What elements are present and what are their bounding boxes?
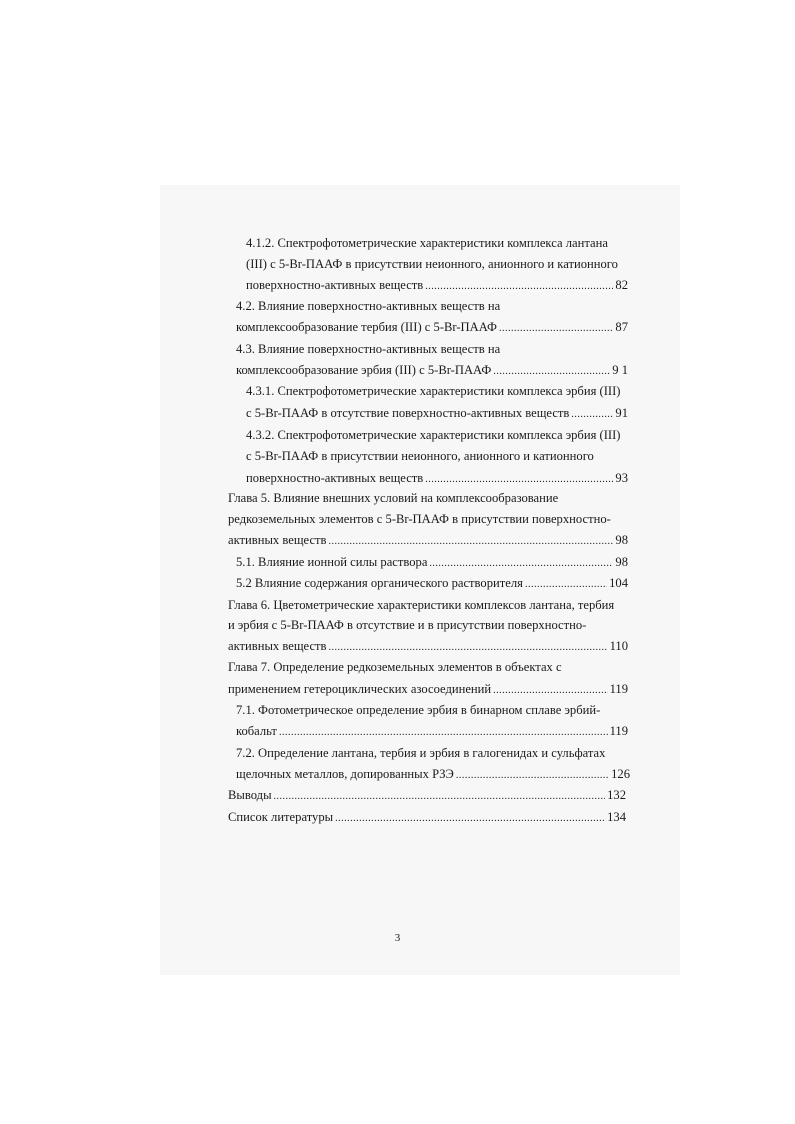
- leader-dots: [274, 786, 606, 808]
- toc-line: [236, 742, 628, 764]
- toc-page-number: 119: [609, 724, 628, 738]
- toc-line[interactable]: [228, 678, 628, 700]
- toc-line: [228, 614, 628, 636]
- toc-page-number: 98: [615, 555, 628, 569]
- toc-line[interactable]: [246, 274, 628, 296]
- toc-page-number: 132: [607, 788, 626, 802]
- toc-entry-text: 4.3.1. Спектрофотометрические характеристики комплекса эрбия (III): [246, 384, 621, 398]
- toc-entry-text: поверхностно-активных веществ: [246, 471, 424, 485]
- toc-line: [246, 445, 636, 467]
- toc-line: [246, 232, 636, 254]
- toc-entry-text: Выводы: [228, 788, 272, 802]
- toc-entry-text: 5.2 Влияние содержания органического растворителя: [236, 576, 523, 590]
- toc-page-number: 93: [615, 471, 628, 485]
- toc-line: [228, 594, 628, 616]
- toc-page-number: 110: [609, 639, 628, 653]
- toc-page-number: 82: [615, 278, 628, 292]
- toc-line[interactable]: [236, 359, 628, 381]
- toc-line[interactable]: [228, 784, 626, 806]
- toc-entry-text: щелочных металлов, допированных РЗЭ: [236, 767, 454, 781]
- toc-entry-text: 5.1. Влияние ионной силы раствора: [236, 555, 428, 569]
- toc-line[interactable]: [228, 529, 628, 551]
- toc-entry-text: Глава 5. Влияние внешних условий на комплексообразование: [228, 491, 559, 505]
- toc-line[interactable]: [236, 720, 628, 742]
- leader-dots: [525, 574, 607, 596]
- toc-page-number: 119: [609, 682, 628, 696]
- toc-line: [236, 699, 628, 721]
- toc-page-number: 87: [615, 320, 628, 334]
- toc-page-number: 134: [607, 810, 626, 824]
- toc-entry-text: редкоземельных элементов с 5-Br-ПААФ в присутствии поверхностно-: [228, 512, 611, 526]
- toc-line[interactable]: [236, 316, 628, 338]
- toc-entry-text: 7.1. Фотометрическое определение эрбия в бинарном сплаве эрбий-: [236, 703, 601, 717]
- toc-entry-text: поверхностно-активных веществ: [246, 278, 424, 292]
- toc-page-number: 98: [615, 533, 628, 547]
- toc-line[interactable]: [246, 402, 628, 424]
- toc-entry-text: Глава 7. Определение редкоземельных элементов в объектах с: [228, 660, 562, 674]
- toc-entry-text: активных веществ: [228, 533, 327, 547]
- toc-entry-text: с 5-Br-ПААФ в отсутствие поверхностно-активных веществ: [246, 406, 570, 420]
- toc-page-number: 91: [615, 406, 628, 420]
- toc-line[interactable]: [236, 572, 628, 594]
- toc-entry-text: применением гетероциклических азосоединений: [228, 682, 492, 696]
- toc-entry-text: Список литературы: [228, 810, 334, 824]
- toc-entry-text: и эрбия с 5-Br-ПААФ в отсутствие и в присутствии поверхностно-: [228, 618, 587, 632]
- toc-line: [236, 338, 596, 360]
- leader-dots: [335, 808, 605, 830]
- toc-entry-text: комплексообразование эрбия (III) с 5-Br-ПААФ: [236, 363, 492, 377]
- leader-dots: [279, 722, 608, 744]
- toc-page-number: 9 1: [612, 363, 628, 377]
- toc-entry-text: комплексообразование тербия (III) с 5-Br-ПААФ: [236, 320, 497, 334]
- toc-entry-text: 4.3. Влияние поверхностно-активных веществ на: [236, 342, 501, 356]
- toc-line[interactable]: [236, 763, 630, 785]
- toc-entry-text: Глава 6. Цветометрические характеристики комплексов лантана, тербия: [228, 598, 615, 612]
- toc-entry-text: 7.2. Определение лантана, тербия и эрбия в галогенидах и сульфатах: [236, 746, 606, 760]
- toc-entry-text: (III) с 5-Br-ПААФ в присутствии неионного, анионного и катионного: [246, 257, 618, 271]
- toc-line[interactable]: [246, 467, 628, 489]
- toc-entry-text: 4.3.2. Спектрофотометрические характеристики комплекса эрбия (III): [246, 428, 621, 442]
- toc-line: [228, 656, 628, 678]
- toc-entry-text: 4.2. Влияние поверхностно-активных веществ на: [236, 299, 501, 313]
- toc-entry-text: активных веществ: [228, 639, 327, 653]
- toc-page-number: 104: [609, 576, 628, 590]
- toc-line: [246, 424, 636, 446]
- leader-dots: [328, 531, 613, 553]
- toc-line: [236, 295, 596, 317]
- toc-line[interactable]: [228, 635, 628, 657]
- toc-line[interactable]: [228, 806, 626, 828]
- toc-line: [228, 508, 628, 530]
- toc-line: [228, 487, 628, 509]
- leader-dots: [571, 404, 613, 426]
- toc-entry-text: кобальт: [236, 724, 277, 738]
- page-number: 3: [394, 932, 401, 944]
- toc-line[interactable]: [236, 551, 628, 573]
- toc-page-number: 126: [611, 767, 630, 781]
- toc-entry-text: 4.1.2. Спектрофотометрические характеристики комплекса лантана: [246, 236, 608, 250]
- toc-entry-text: с 5-Br-ПААФ в присутствии неионного, анионного и катионного: [246, 449, 594, 463]
- toc-line: [246, 380, 636, 402]
- toc-line: [246, 253, 636, 275]
- leader-dots: [499, 318, 613, 340]
